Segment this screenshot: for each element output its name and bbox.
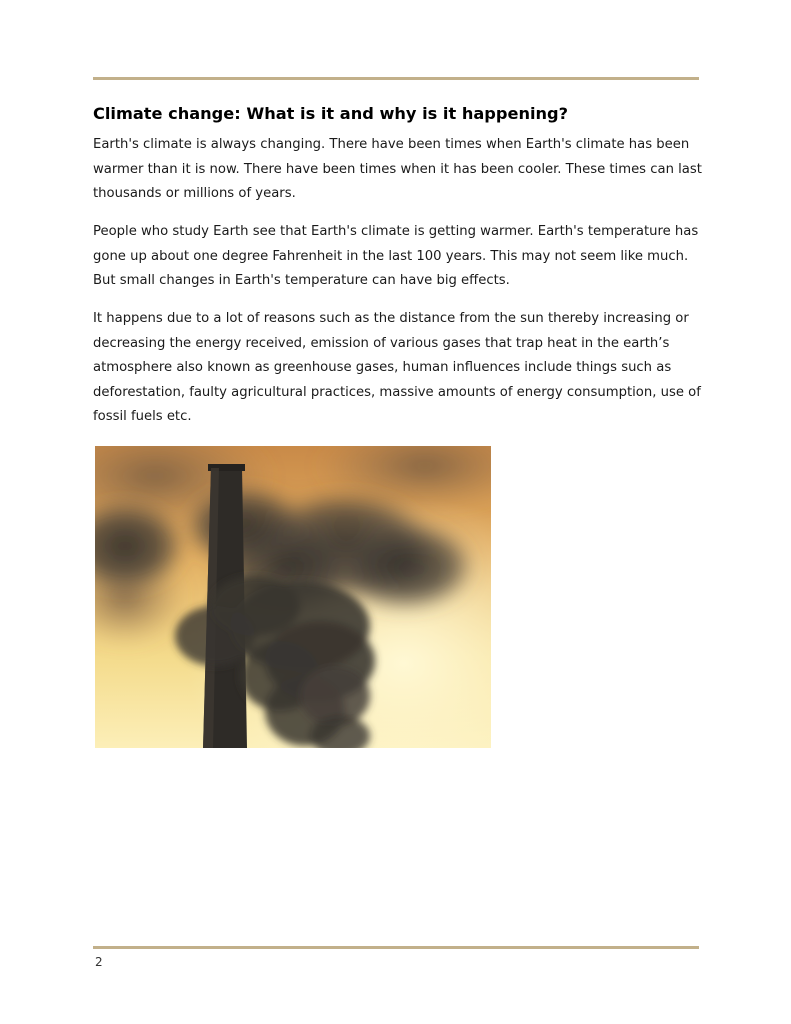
paragraph-climate-changing: Earth's climate is always changing. There have been times when Earth's climate has been warmer than it is now. There have been times when it has been cooler. These times can last thousands or millions of years. xyxy=(93,137,702,201)
page-number: 2 xyxy=(95,955,103,969)
paragraph-causes: It happens due to a lot of reasons such as the distance from the sun thereby increasing or decreasing the energy received, emission of various gases that trap heat in the earth’s atmosphere also known as greenhouse gases, human influences include things such as deforestation, faulty agricultural practices, massive amounts of energy consumption, use of fossil fuels etc. xyxy=(93,311,701,424)
footer-rule xyxy=(93,946,699,949)
header-rule xyxy=(93,77,699,80)
smokestack-pollution-photo xyxy=(95,446,491,748)
section-heading: Climate change: What is it and why is it happening? xyxy=(93,104,569,123)
paragraph-earth-warming: People who study Earth see that Earth's climate is getting warmer. Earth's temperature has gone up about one degree Fahrenheit in the last 100 years. This may not seem like much. But small changes in Earth's temperature can have big effects. xyxy=(93,224,699,288)
